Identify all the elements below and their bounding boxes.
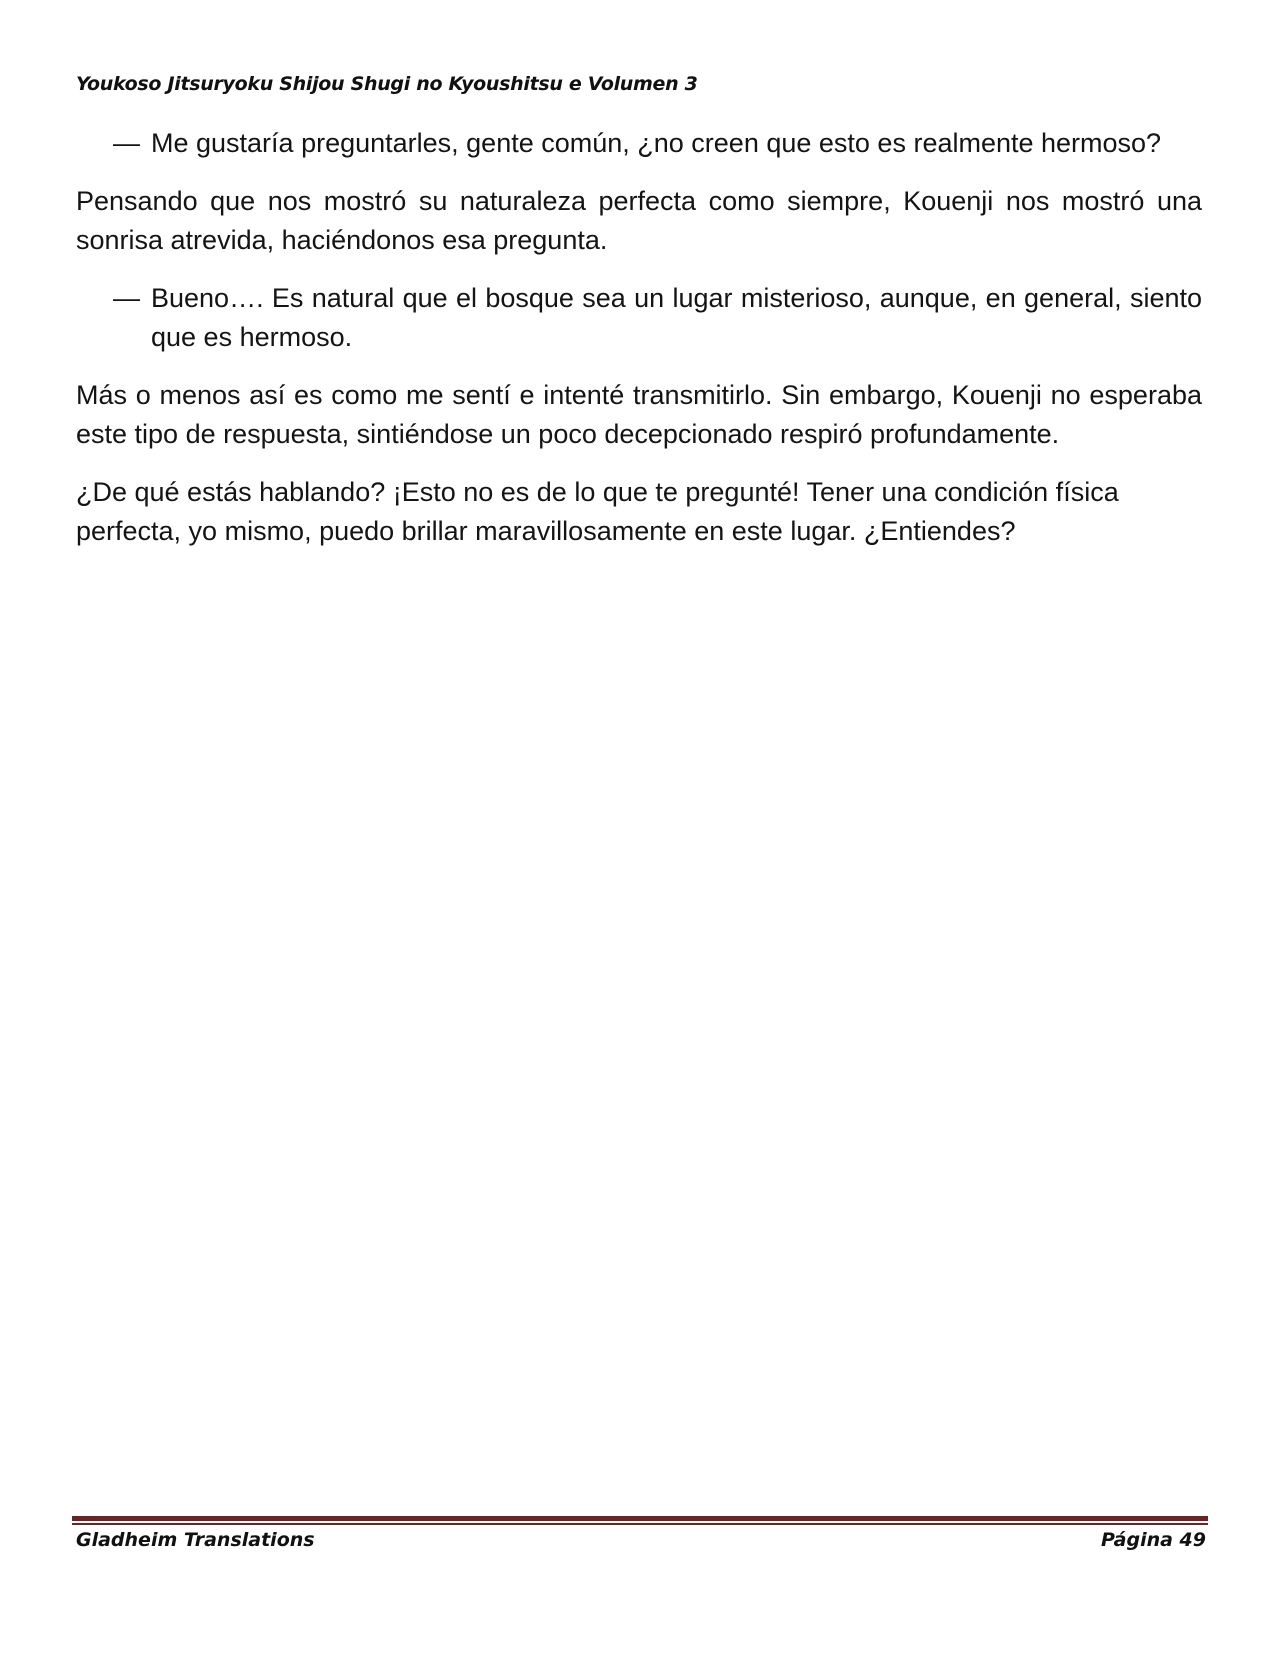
- running-header-title: Youkoso Jitsuryoku Shijou Shugi no Kyoushitsu e Volumen 3: [76, 73, 698, 95]
- narration-paragraph: ¿De qué estás hablando? ¡Esto no es de lo que te pregunté! Tener una condición física perfecta, yo mismo, puedo brillar maravillosamente en este lugar. ¿Entiendes?: [76, 477, 1119, 546]
- footer-divider-thick-line: [72, 1516, 1208, 1521]
- dialogue-line: [76, 279, 1202, 357]
- footer-page-number: Página 49: [1100, 1529, 1206, 1551]
- footer-divider: [72, 1516, 1208, 1525]
- dialogue-text: Me gustaría preguntarles, gente común, ¿no creen que esto es realmente hermoso?: [151, 128, 1162, 158]
- dialogue-dash: —: [113, 283, 140, 313]
- dialogue-text: Bueno…. Es natural que el bosque sea un lugar misterioso, aunque, en general, siento que es hermoso.: [151, 283, 1202, 352]
- dialogue-line: [76, 124, 1202, 163]
- dialogue-dash: —: [113, 128, 140, 158]
- footer-divider-thin-line: [72, 1523, 1208, 1525]
- narration-paragraph: Pensando que nos mostró su naturaleza perfecta como siempre, Kouenji nos mostró una sonrisa atrevida, haciéndonos esa pregunta.: [76, 186, 1202, 255]
- page-body: [76, 124, 1202, 570]
- footer-publisher: Gladheim Translations: [76, 1529, 315, 1551]
- narration-paragraph: Más o menos así es como me sentí e intenté transmitirlo. Sin embargo, Kouenji no esperaba este tipo de respuesta, sintiéndose un poco decepcionado respiró profundamente.: [76, 380, 1202, 449]
